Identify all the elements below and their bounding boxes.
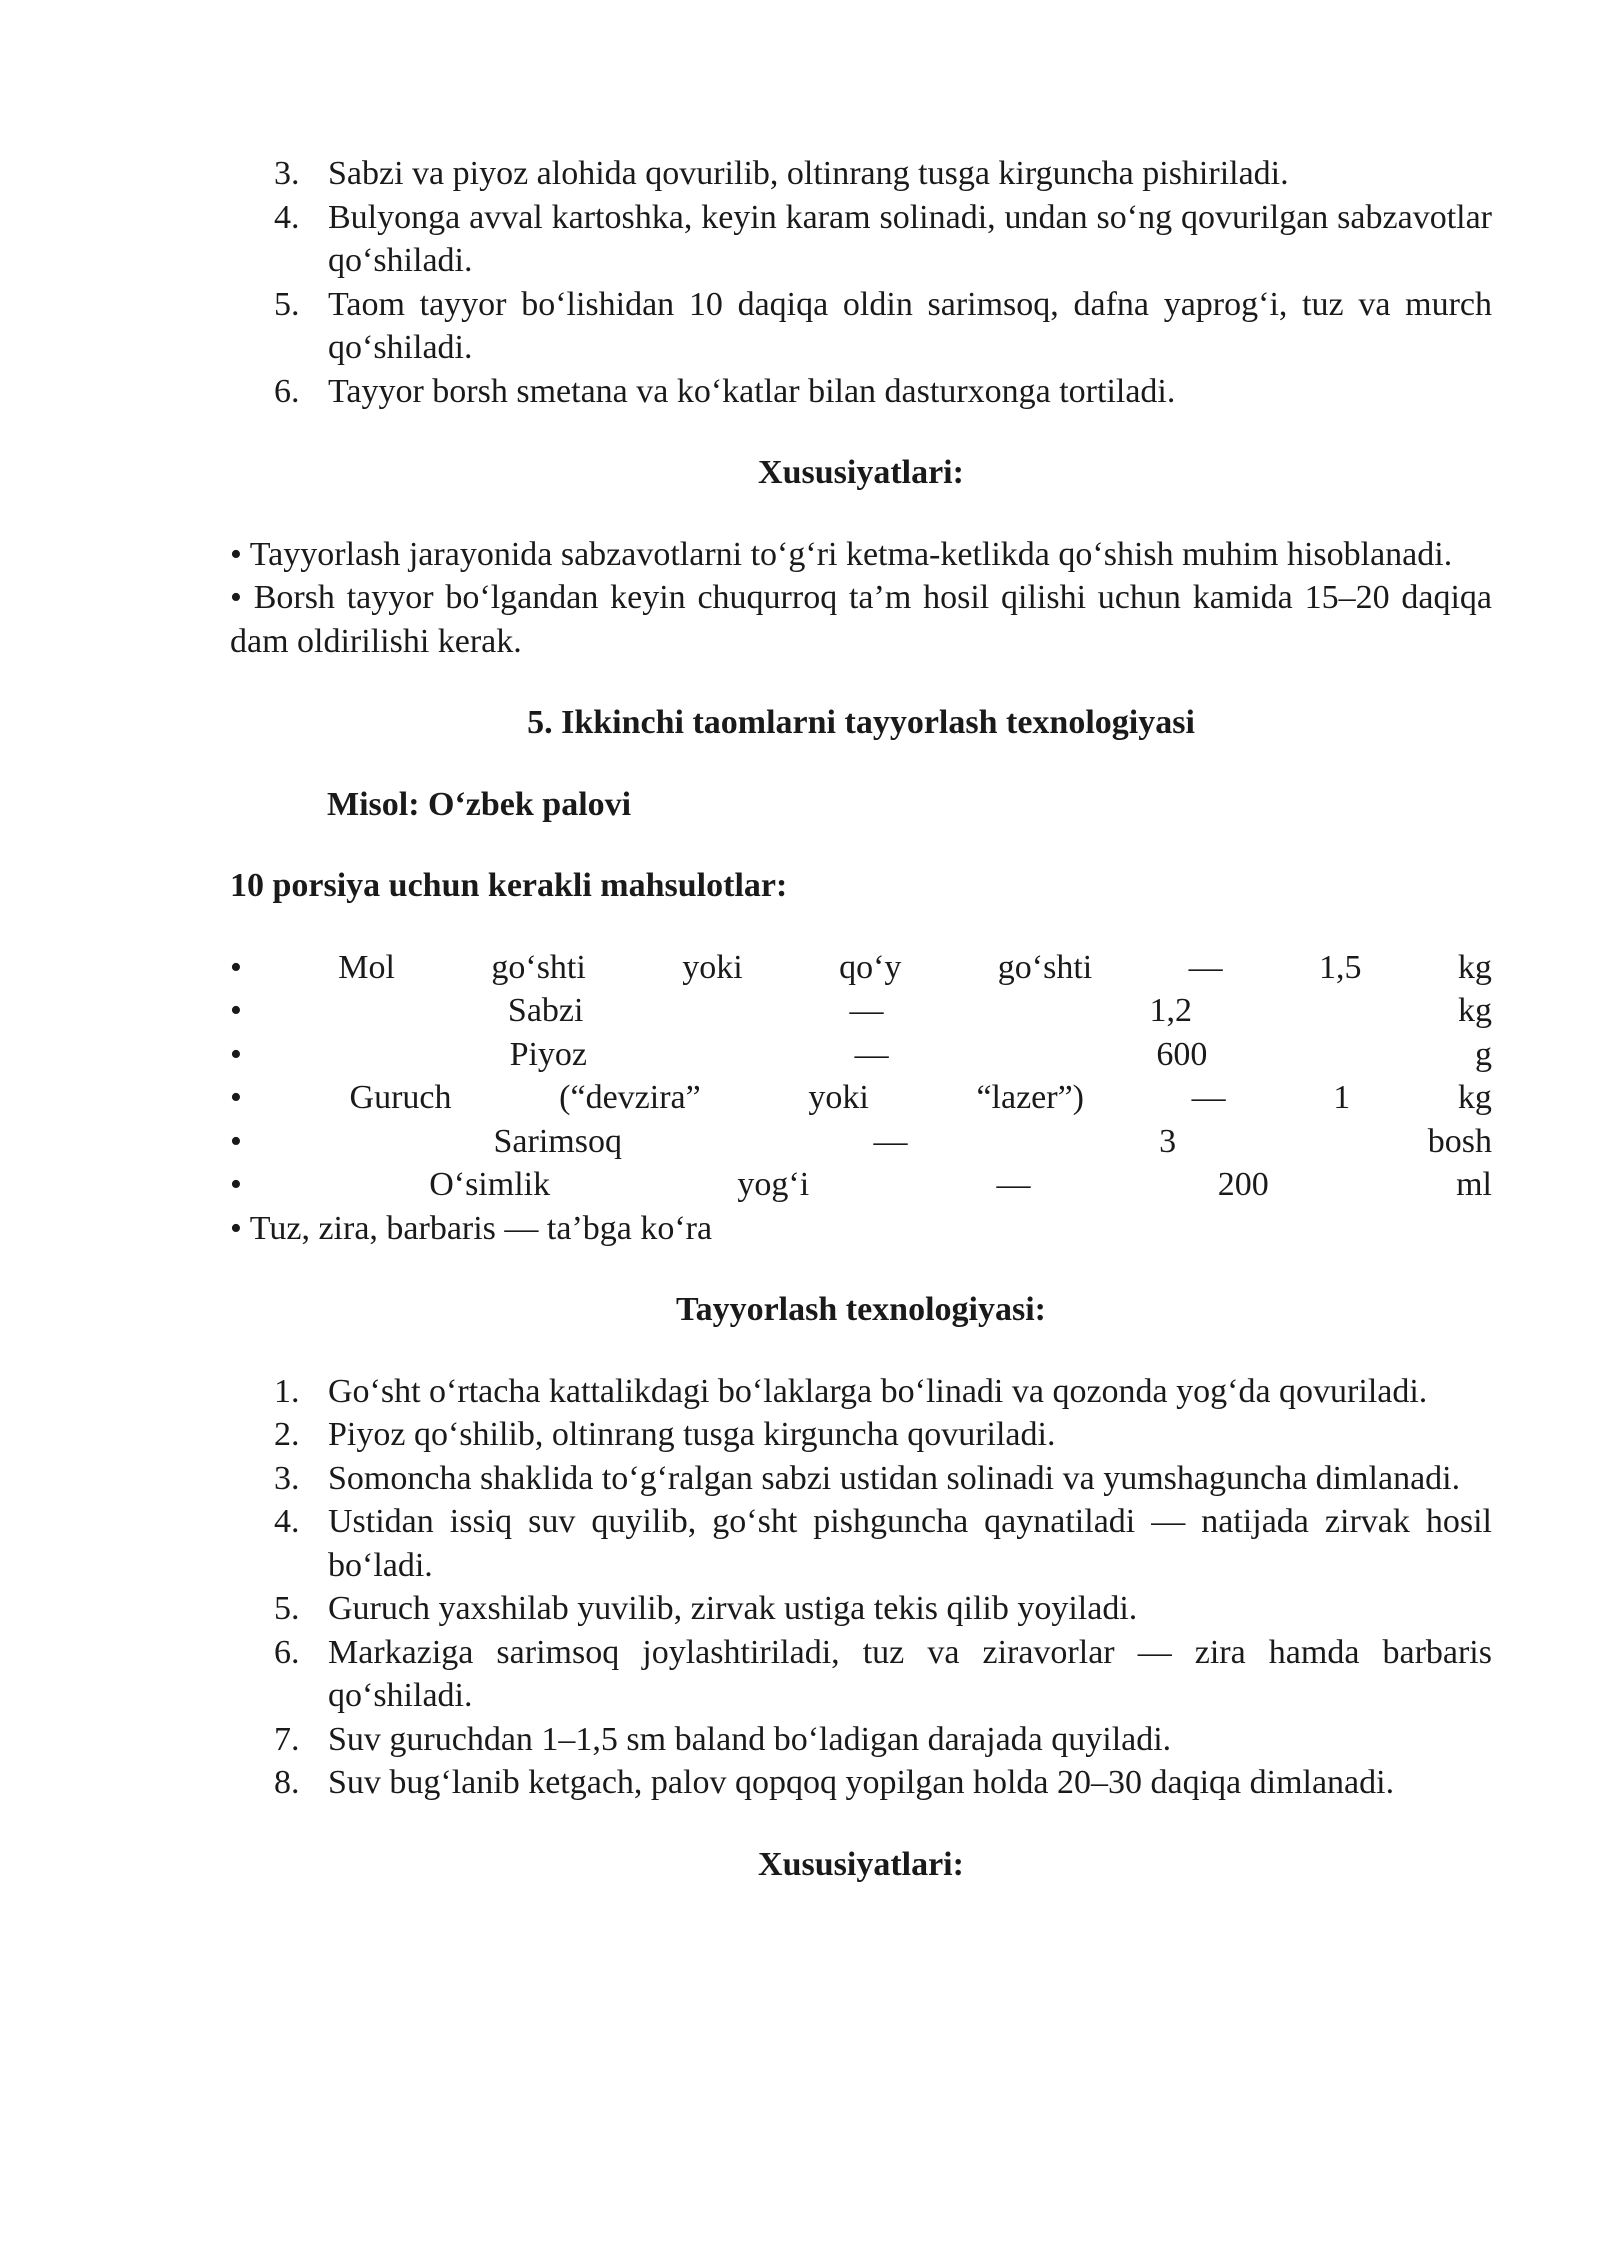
item-number: 6.	[274, 1633, 300, 1671]
ingredient-line	[230, 1076, 1492, 1120]
ingredient-amount: 1,5	[1319, 948, 1362, 986]
ingredient-amount: 1,2	[1149, 992, 1192, 1029]
item-text: Go‘sht o‘rtacha kattalikdagi bo‘laklarga bo‘linadi va qozonda yog‘da qovuriladi.	[328, 1372, 1428, 1410]
ingredient-word: go‘shti	[997, 948, 1093, 986]
feature-bullet: • Borsh tayyor bo‘lgandan keyin chuqurroq ta’m hosil qilishi uchun kamida 15–20 daqiqa dam oldirilishi kerak.	[230, 579, 1492, 660]
ingredient-word: yog‘i	[737, 1166, 810, 1203]
ingredient-line	[230, 946, 1492, 990]
item-number: 6.	[274, 372, 300, 410]
borsh-steps-list	[230, 152, 1492, 413]
ingredient-word: Mol	[338, 948, 395, 986]
list-item	[230, 1370, 1492, 1414]
features-heading: Xususiyatlari:	[758, 454, 964, 491]
ingredient-dash: —	[1191, 1079, 1226, 1116]
list-item	[230, 1631, 1492, 1718]
bullet-icon: •	[230, 1079, 242, 1116]
ingredient-dash: —	[849, 992, 884, 1029]
ingredient-word: yoki	[682, 948, 743, 986]
ingredient-line	[230, 989, 1492, 1033]
item-text: Tayyor borsh smetana va ko‘katlar bilan dasturxonga tortiladi.	[328, 372, 1176, 410]
ingredient-unit: g	[1474, 1035, 1492, 1073]
ingredient-line	[230, 1163, 1492, 1207]
item-text: Suv bug‘lanib ketgach, palov qopqoq yopilgan holda 20–30 daqiqa dimlanadi.	[328, 1764, 1395, 1801]
item-number: 3.	[274, 1459, 300, 1497]
ingredient-word: Sabzi	[507, 992, 584, 1029]
item-number: 3.	[274, 155, 300, 192]
ingredient-unit: bosh	[1427, 1122, 1492, 1160]
ingredient-amount: 1	[1333, 1079, 1351, 1116]
ingredient-word: Piyoz	[509, 1035, 588, 1073]
example-title: Misol: O‘zbek palovi	[327, 785, 632, 823]
feature-bullet: • Tayyorlash jarayonida sabzavotlarni to‘g‘ri ketma-ketlikda qo‘shish muhim hisoblanadi.	[230, 535, 1453, 573]
item-number: 4.	[274, 198, 300, 236]
item-text: Taom tayyor bo‘lishidan 10 daqiqa oldin sarimsoq, dafna yaprog‘i, tuz va murch qo‘shiladi.	[328, 285, 1492, 366]
bullet-icon: •	[230, 1122, 242, 1160]
ingredient-word: O‘simlik	[429, 1166, 551, 1203]
item-text: Piyoz qo‘shilib, oltinrang tusga kirguncha qovuriladi.	[328, 1416, 1056, 1453]
ingredients-heading: 10 porsiya uchun kerakli mahsulotlar:	[230, 867, 788, 904]
ingredient-unit: kg	[1457, 948, 1492, 986]
ingredient-dash: —	[873, 1122, 908, 1160]
item-text: Ustidan issiq suv quyilib, go‘sht pishguncha qaynatiladi — natijada zirvak hosil bo‘ladi.	[328, 1503, 1492, 1584]
list-item	[230, 1457, 1492, 1501]
palov-steps-list	[230, 1370, 1492, 1805]
item-number: 5.	[274, 285, 300, 323]
ingredient-word: Guruch	[349, 1079, 452, 1116]
ingredient-amount: 600	[1156, 1035, 1208, 1073]
ingredient-amount: 200	[1217, 1166, 1269, 1203]
item-number: 4.	[274, 1503, 300, 1540]
item-text: Suv guruchdan 1–1,5 sm baland bo‘ladigan darajada quyiladi.	[328, 1720, 1172, 1758]
item-text: Bulyonga avval kartoshka, keyin karam solinadi, undan so‘ng qovurilgan sabzavotlar qo‘shiladi.	[328, 198, 1492, 279]
bullet-icon: •	[230, 1035, 242, 1073]
page-content	[230, 152, 1492, 1886]
ingredient-line-last: • Tuz, zira, barbaris — ta’bga ko‘ra	[230, 1209, 713, 1247]
item-text: Somoncha shaklida to‘g‘ralgan sabzi ustidan solinadi va yumshaguncha dimlanadi.	[328, 1459, 1461, 1497]
ingredient-word: (“devzira”	[559, 1079, 701, 1116]
item-number: 5.	[274, 1590, 300, 1627]
list-item	[230, 196, 1492, 283]
item-text: Guruch yaxshilab yuvilib, zirvak ustiga tekis qilib yoyiladi.	[328, 1590, 1138, 1627]
ingredient-dash: —	[996, 1166, 1031, 1203]
list-item	[230, 1761, 1492, 1805]
item-text: Markaziga sarimsoq joylashtiriladi, tuz va ziravorlar — zira hamda barbaris qo‘shiladi.	[328, 1633, 1492, 1714]
ingredient-unit: kg	[1457, 992, 1492, 1029]
item-text: Sabzi va piyoz alohida qovurilib, oltinrang tusga kirguncha pishiriladi.	[328, 155, 1289, 192]
item-number: 2.	[274, 1416, 300, 1453]
bullet-icon: •	[230, 1166, 242, 1203]
list-item	[230, 1413, 1492, 1457]
ingredient-line	[230, 1033, 1492, 1077]
ingredient-dash: —	[1188, 948, 1223, 986]
item-number: 7.	[274, 1720, 300, 1758]
ingredient-amount: 3	[1159, 1122, 1177, 1160]
item-number: 1.	[274, 1372, 300, 1410]
list-item	[230, 1500, 1492, 1587]
list-item	[230, 370, 1492, 414]
ingredient-unit: ml	[1456, 1166, 1492, 1203]
ingredient-word: go‘shti	[491, 948, 586, 986]
ingredient-unit: kg	[1457, 1079, 1492, 1116]
bullet-icon: •	[230, 948, 242, 986]
list-item	[230, 152, 1492, 196]
list-item	[230, 1587, 1492, 1631]
bullet-icon: •	[230, 992, 242, 1029]
technology-heading: Tayyorlash texnologiyasi:	[676, 1291, 1046, 1328]
ingredient-dash: —	[854, 1035, 889, 1073]
section-heading: 5. Ikkinchi taomlarni tayyorlash texnologiyasi	[527, 704, 1195, 741]
ingredient-word: Sarimsoq	[493, 1122, 622, 1160]
features-heading: Xususiyatlari:	[758, 1845, 964, 1883]
ingredient-line	[230, 1120, 1492, 1164]
list-item	[230, 1718, 1492, 1762]
ingredients-list	[230, 946, 1492, 1251]
ingredient-word: “lazer”)	[976, 1079, 1084, 1116]
list-item	[230, 283, 1492, 370]
ingredient-word: yoki	[808, 1079, 869, 1116]
item-number: 8.	[274, 1764, 300, 1801]
ingredient-word: qo‘y	[839, 948, 902, 986]
